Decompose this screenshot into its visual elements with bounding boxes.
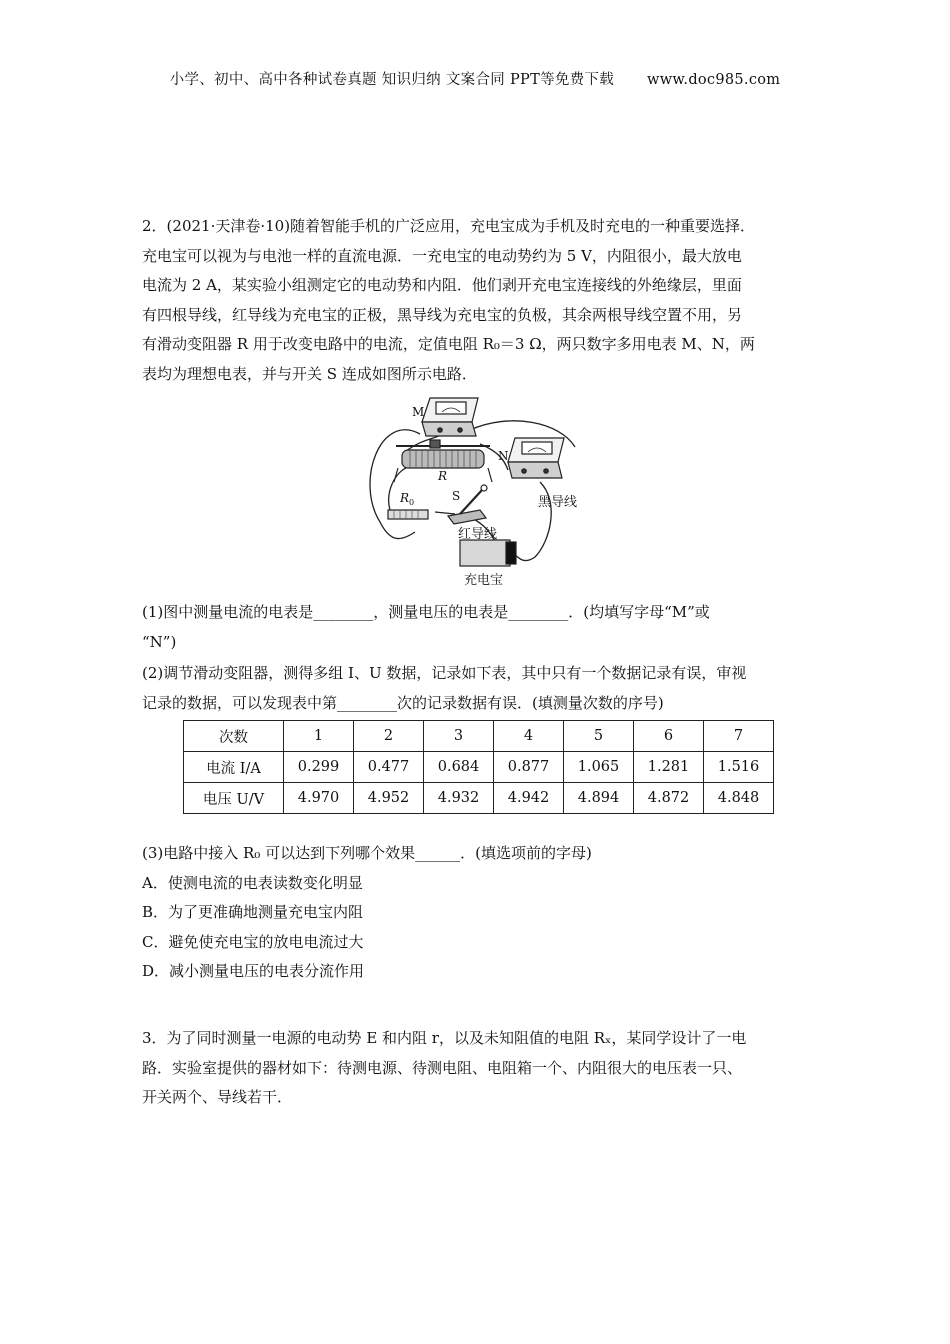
- page-header: [0, 68, 950, 89]
- resistor-r0: [388, 510, 428, 519]
- table-cell: 2: [354, 721, 424, 752]
- option-b: B．为了更准确地测量充电宝内阻: [142, 903, 364, 921]
- meter-m: [422, 398, 478, 436]
- table-cell: 0.684: [424, 752, 494, 783]
- table-cell: 7: [704, 721, 774, 752]
- q3-line: 路．实验室提供的器材如下：待测电源、待测电阻、电阻箱一个、内阻很大的电压表一只、: [142, 1058, 743, 1077]
- table-cell: 4.942: [494, 783, 564, 814]
- q2-line: 表均为理想电表，并与开关 S 连成如图所示电路．: [142, 364, 477, 383]
- s2-line: (2)调节滑动变阻器，测得多组 I、U 数据，记录如下表，其中只有一个数据记录有误，审视: [142, 664, 747, 682]
- table-cell: 0.877: [494, 752, 564, 783]
- label-m: M: [412, 405, 425, 419]
- table-row: [184, 752, 774, 783]
- power-bank: [460, 540, 516, 566]
- circuit-illustration: [360, 392, 590, 590]
- table-cell: 0.477: [354, 752, 424, 783]
- subquestion-3: [142, 839, 814, 987]
- q2-line: 有四根导线，红导线为充电宝的正极，黑导线为充电宝的负极，其余两根导线空置不用，另: [142, 305, 743, 324]
- option-d: D．减小测量电压的电表分流作用: [142, 962, 365, 980]
- table-cell: 电压 U/V: [184, 783, 284, 814]
- table-cell: 4.894: [564, 783, 634, 814]
- s2-line: 记录的数据，可以发现表中第________次的记录数据有误．(填测量次数的序号): [142, 693, 664, 712]
- question-2-stem: [142, 212, 814, 389]
- table-cell: 4.872: [634, 783, 704, 814]
- meter-n: [508, 438, 564, 478]
- label-r0: $R_0$: [400, 491, 415, 507]
- label-n: N: [498, 449, 509, 463]
- table-cell: 4.932: [424, 783, 494, 814]
- table-cell: 1.065: [564, 752, 634, 783]
- label-power-bank: 充电宝: [464, 573, 504, 588]
- q3-line: 开关两个、导线若干．: [142, 1088, 293, 1106]
- option-a: A．使测电流的电表读数变化明显: [142, 873, 363, 892]
- table-cell: 6: [634, 721, 704, 752]
- s3-prompt: (3)电路中接入 R₀ 可以达到下列哪个效果______．(填选项前的字母): [142, 844, 592, 862]
- table-cell: 1: [284, 721, 354, 752]
- table-cell: 4.952: [354, 783, 424, 814]
- table-cell: 1.516: [704, 752, 774, 783]
- question-3-stem: [142, 1024, 814, 1113]
- q3-line: 3．为了同时测量一电源的电动势 E 和内阻 r，以及未知阻值的电阻 Rₓ，某同学设计了一电: [142, 1029, 747, 1047]
- table-cell: 4.848: [704, 783, 774, 814]
- circuit-figure: [360, 392, 590, 590]
- table-row: [184, 783, 774, 814]
- q2-line: 电流为 2 A，某实验小组测定它的电动势和内阻．他们剥开充电宝连接线的外绝缘层，里面: [142, 276, 742, 294]
- table-cell: 4: [494, 721, 564, 752]
- s1-line: (1)图中测量电流的电表是________，测量电压的电表是________．(均填写字母“M”或: [142, 603, 710, 621]
- table-cell: 1.281: [634, 752, 704, 783]
- label-red-wire: 红导线: [458, 527, 498, 542]
- q2-line: 2．(2021·天津卷·10)随着智能手机的广泛应用，充电宝成为手机及时充电的一种重要选择．: [142, 217, 756, 235]
- label-black-wire: 黑导线: [538, 495, 578, 510]
- table-cell: 5: [564, 721, 634, 752]
- table-cell: 3: [424, 721, 494, 752]
- label-s: S: [452, 489, 461, 503]
- header-site-url[interactable]: www.doc985.com: [647, 72, 781, 88]
- table-cell: 0.299: [284, 752, 354, 783]
- wire-black: [512, 482, 551, 561]
- option-c: C．避免使充电宝的放电电流过大: [142, 932, 364, 951]
- s1-line: “N”): [142, 632, 177, 651]
- table-cell: 次数: [184, 721, 284, 752]
- q2-line: 充电宝可以视为与电池一样的直流电源．一充电宝的电动势约为 5 V，内阻很小，最大放电: [142, 246, 742, 265]
- wire-r0-switch: [435, 512, 455, 514]
- subquestion-1: [142, 598, 814, 657]
- measurement-table: [183, 720, 774, 814]
- table-row: [184, 721, 774, 752]
- table-cell: 电流 I/A: [184, 752, 284, 783]
- subquestion-2: [142, 659, 814, 718]
- header-tagline: 小学、初中、高中各种试卷真题 知识归纳 文案合同 PPT等免费下载: [169, 72, 615, 88]
- label-r: R: [438, 469, 448, 483]
- q2-line: 有滑动变阻器 R 用于改变电路中的电流，定值电阻 R₀＝3 Ω，两只数字多用电表 M、N，两: [142, 335, 755, 353]
- table-cell: 4.970: [284, 783, 354, 814]
